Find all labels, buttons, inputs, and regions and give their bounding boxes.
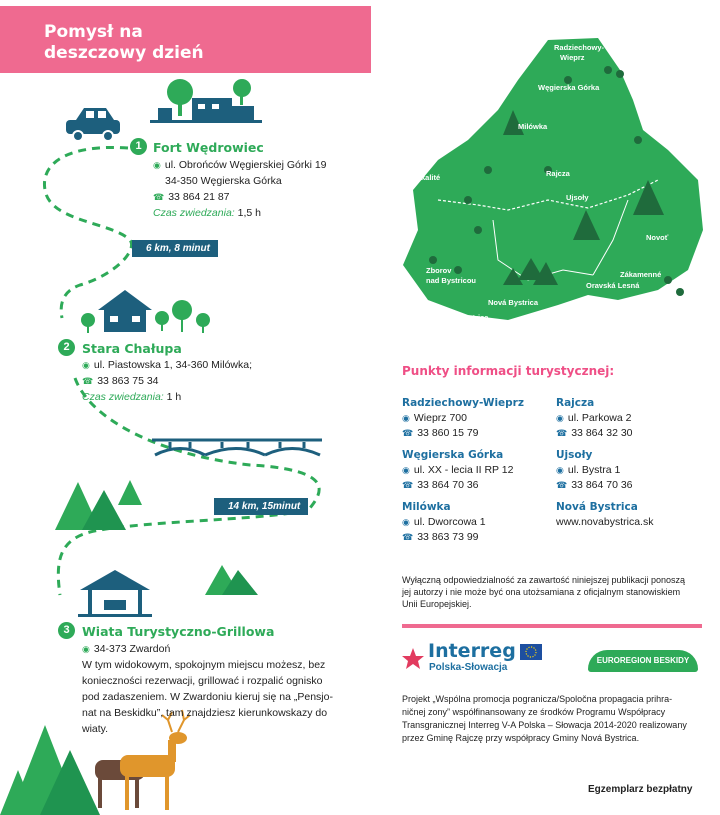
map-label-zborov: Zborov xyxy=(426,266,452,275)
stop-name-3: Wiata Turystyczno-Grillowa xyxy=(82,624,275,639)
location-pin-icon: ◉ xyxy=(153,160,161,170)
map-label-zakamenne: Zákamenné xyxy=(620,270,662,279)
poi-right-column xyxy=(556,396,706,530)
poi-item: Milówka ◉ ul. Dworcowa 1 ☎ 33 863 73 99 xyxy=(402,501,486,543)
phone-icon: ☎ xyxy=(402,480,414,490)
poi-item: Radziechowy-Wieprz ◉ Wieprz 700 ☎ 33 860 15 79 xyxy=(402,397,524,439)
location-pin-icon: ◉ xyxy=(556,413,564,423)
poi-title: Punkty informacji turystycznej: xyxy=(402,364,615,378)
stop-details-1: ◉ ul. Obrońców Węgierskiej Górki 19 34-350 Węgierska Górka ☎ 33 864 21 87 Czas zwiedzania: 1,5 h xyxy=(153,159,327,219)
stop-number-3: 3 xyxy=(58,622,75,639)
interreg-logo: Interreg Polska-Słowacja xyxy=(402,640,552,678)
bridge-icon xyxy=(152,440,322,455)
stop-number-2: 2 xyxy=(58,339,75,356)
fort-icon xyxy=(150,79,262,123)
map-label-milowka: Milówka xyxy=(518,122,548,131)
map-label-nova-bystrica: Nová Bystrica xyxy=(488,298,539,307)
location-pin-icon: ◉ xyxy=(82,644,90,654)
phone-icon: ☎ xyxy=(82,376,94,386)
map-label-zborov-2: nad Bystricou xyxy=(426,276,477,285)
location-pin-icon: ◉ xyxy=(82,360,90,370)
map-label-rajcza: Rajcza xyxy=(546,169,570,178)
location-pin-icon: ◉ xyxy=(402,413,410,423)
hut-icon xyxy=(81,290,210,333)
poi-item: Węgierska Górka ◉ ul. XX - lecia II RP 12 ☎ 33 864 70 36 xyxy=(402,449,514,491)
distance-tag-1: 6 km, 8 minut xyxy=(132,240,218,257)
phone-icon: ☎ xyxy=(153,192,165,202)
map-label-oravska: Oravská Lesná xyxy=(586,281,640,290)
disclaimer: Wyłączną odpowiedzialność za zawartość niniejszej publikacji ponoszą jej autorzy i nie może być ona utożsamiana z oficjalnym stanowiskiem Unii Europejskiej. xyxy=(402,575,686,609)
stop-details-2: ◉ ul. Piastowska 1, 34-360 Milówka; ☎ 33 863 75 34 Czas zwiedzania: 1 h xyxy=(82,359,253,403)
poi-item: Nová Bystrica www.novabystrica.sk xyxy=(556,500,706,530)
map-label-wegierska: Węgierska Górka xyxy=(538,83,600,92)
map-label-skalite: Skalité xyxy=(416,173,441,182)
phone-icon: ☎ xyxy=(556,480,568,490)
euroregion-logo: EUROREGION BESKIDY xyxy=(588,650,698,672)
poi-item: Rajcza ◉ ul. Parkowa 2 ☎ 33 864 32 30 xyxy=(556,397,633,439)
map-label-stara-bystrica: Stará Bystrica xyxy=(438,313,489,322)
location-pin-icon: ◉ xyxy=(402,517,410,527)
stop-name-1: Fort Wędrowiec xyxy=(153,140,264,155)
map-label-radziechowy: Radziechowy- xyxy=(554,43,605,52)
star-logo-icon xyxy=(402,646,424,672)
map-label-wieprz: Wieprz xyxy=(560,53,585,62)
poi-item: Ujsoły ◉ ul. Bystra 1 ☎ 33 864 70 36 xyxy=(556,449,633,491)
stop-details-3: ◉ 34-373 Zwardoń W tym widokowym, spokojnym miejscu możesz, bez konieczności rezerwacji, grillować i rozpalić ognisko pod zadaszeniem. W Zwardoniu kieruj się na „Pensjo- nat na Beskidku”, tam znajdziesz kierunkowskazy do wiaty. xyxy=(82,643,333,735)
divider xyxy=(402,624,702,628)
stop-number-1: 1 xyxy=(130,138,147,155)
website-link[interactable]: www.novabystrica.sk xyxy=(556,516,654,528)
stop-name-2: Stara Chałupa xyxy=(82,341,182,356)
route-path xyxy=(44,147,131,318)
map-label-ujsoly: Ujsoły xyxy=(566,193,589,202)
location-pin-icon: ◉ xyxy=(556,465,564,475)
phone-icon: ☎ xyxy=(402,428,414,438)
car-icon xyxy=(66,108,120,141)
map-label-novot: Novoť xyxy=(646,233,669,242)
shelter-icon xyxy=(78,570,152,617)
eu-flag-icon xyxy=(520,644,542,660)
poi-left-column xyxy=(402,396,552,545)
page-title: Pomysł na deszczowy dzień xyxy=(44,22,204,63)
free-copy-note: Egzemplarz bezpłatny xyxy=(588,784,693,795)
phone-icon: ☎ xyxy=(556,428,568,438)
region-map xyxy=(398,30,710,340)
phone-icon: ☎ xyxy=(402,532,414,542)
distance-tag-2: 14 km, 15minut xyxy=(214,498,308,515)
route-path-2 xyxy=(58,378,319,595)
location-pin-icon: ◉ xyxy=(402,465,410,475)
project-info: Projekt „Wspólna promocja pogranicza/Spoločna propagacia prihra- ničnej zony” współfinansowany ze środków Programu Współpracy Transgranicznej Interreg V-A Polska – Słowacja 2014-2020 realizowany przez Gminę Rajczę przy współpracy Gminy Nová Bystrica. xyxy=(402,694,687,743)
